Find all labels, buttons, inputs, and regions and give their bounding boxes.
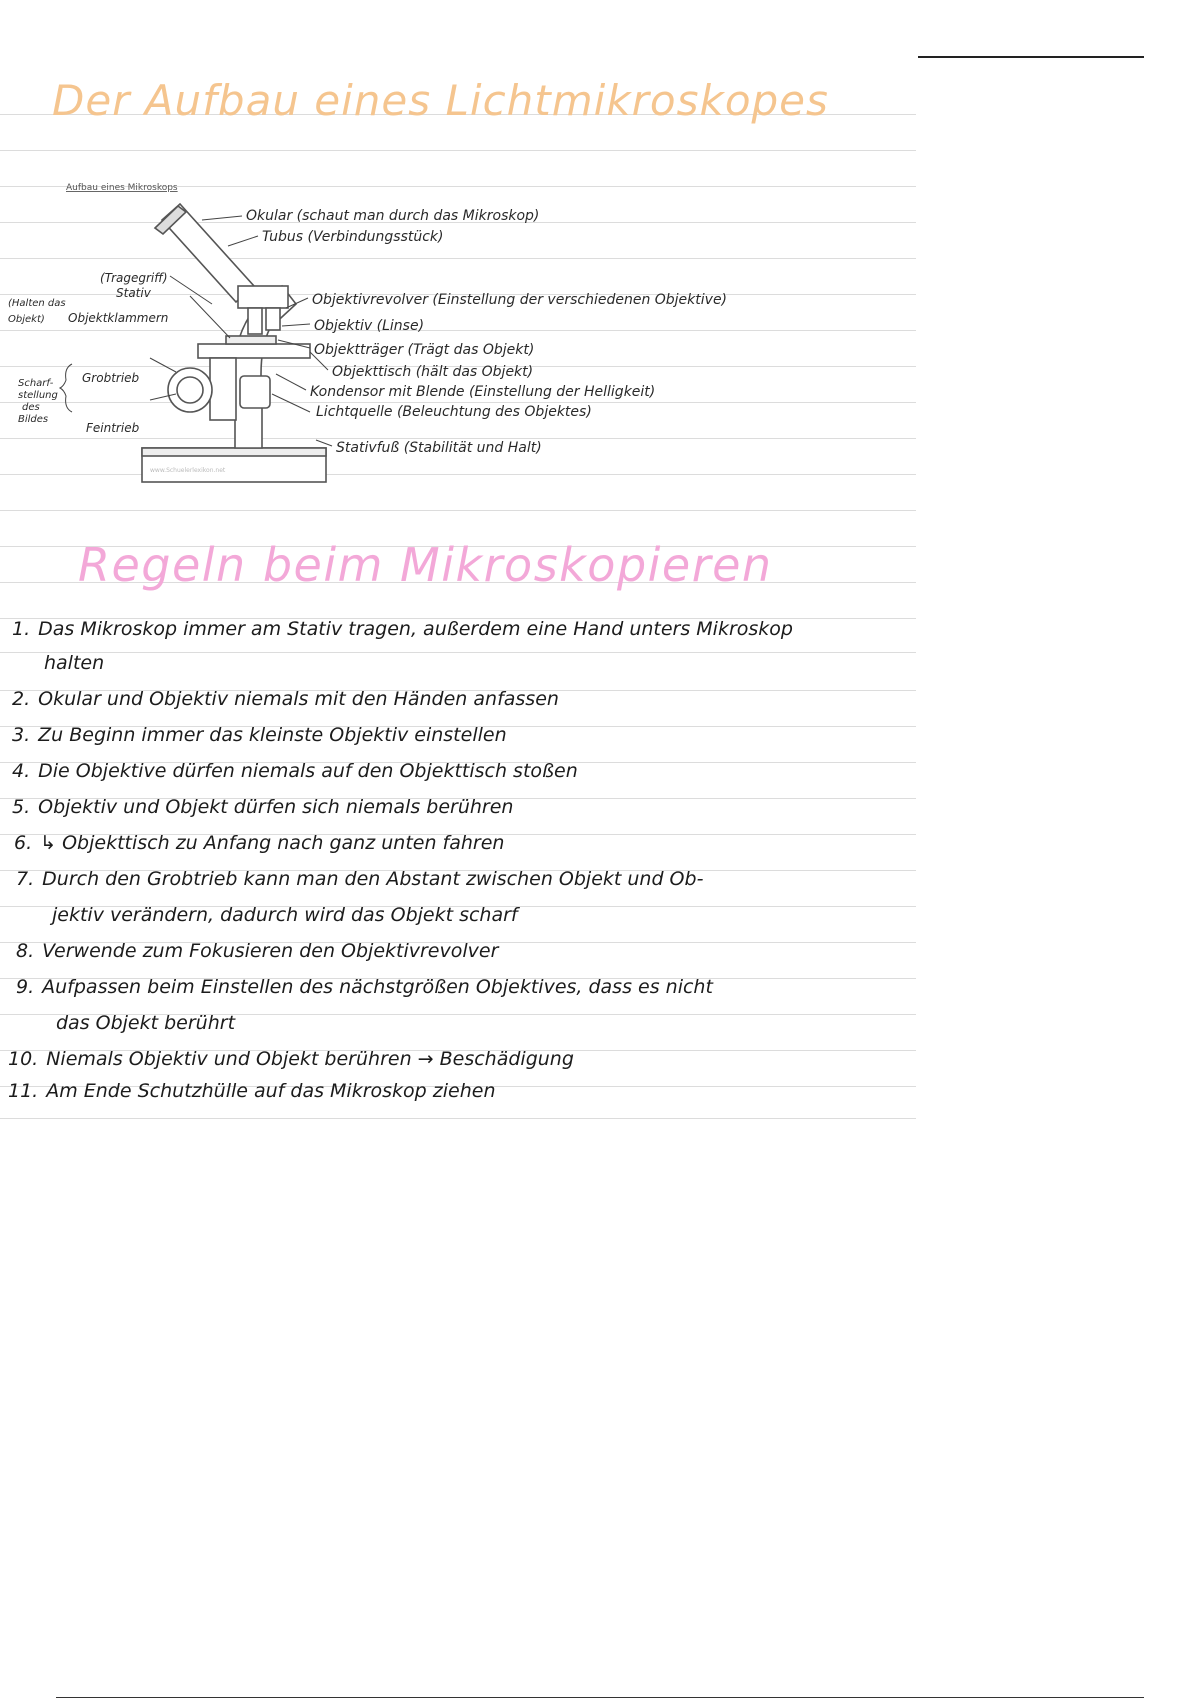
label-tragegriff: (Tragegriff) bbox=[100, 271, 168, 285]
rule-item bbox=[16, 976, 713, 998]
label-stativfuss: Stativfuß (Stabilität und Halt) bbox=[336, 440, 542, 456]
rule-number: 5. bbox=[12, 796, 31, 818]
label-lichtquelle: Lichtquelle (Beleuchtung des Objektes) bbox=[316, 404, 592, 420]
rule-item bbox=[12, 724, 507, 746]
rule-number: 10. bbox=[8, 1048, 39, 1070]
rule-number: 4. bbox=[12, 760, 31, 782]
rule-text: Niemals Objektiv und Objekt berühren → Beschädigung bbox=[46, 1048, 574, 1070]
rule-text: Verwende zum Fokusieren den Objektivrevolver bbox=[42, 940, 499, 962]
rules-title: Regeln beim Mikroskopieren bbox=[78, 538, 773, 592]
bottom-line bbox=[56, 1697, 1144, 1698]
label-stativ: Stativ bbox=[116, 286, 151, 300]
rule-number: 3. bbox=[12, 724, 31, 746]
rule-number: 11. bbox=[8, 1080, 39, 1102]
rule-item bbox=[8, 1080, 496, 1102]
rule-item bbox=[12, 796, 513, 818]
label-scharf-3: des bbox=[22, 402, 40, 413]
rule-text: ↳ Objekttisch zu Anfang nach ganz unten fahren bbox=[40, 832, 505, 854]
rule-text: Objektiv und Objekt dürfen sich niemals berühren bbox=[38, 796, 514, 818]
rule-item bbox=[16, 940, 498, 962]
rule-text: Zu Beginn immer das kleinste Objektiv einstellen bbox=[38, 724, 507, 746]
label-halten-2: Objekt) bbox=[8, 314, 45, 325]
diagram-watermark: www.Schuelerlexikon.net bbox=[150, 467, 226, 474]
rule-number: 6. bbox=[14, 832, 33, 854]
rule-text: Die Objektive dürfen niemals auf den Objekttisch stoßen bbox=[38, 760, 578, 782]
rule-text: Okular und Objektiv niemals mit den Händen anfassen bbox=[38, 688, 559, 710]
rule-item bbox=[14, 832, 504, 854]
label-grobtrieb: Grobtrieb bbox=[82, 371, 140, 385]
diagram-caption: Aufbau eines Mikroskops bbox=[66, 183, 178, 193]
rule-text: Aufpassen beim Einstellen des nächstgrößen Objektives, dass es nicht bbox=[42, 976, 713, 998]
label-feintrieb: Feintrieb bbox=[86, 421, 140, 435]
label-tubus: Tubus (Verbindungsstück) bbox=[262, 229, 444, 245]
page-title: Der Aufbau eines Lichtmikroskopes bbox=[52, 76, 829, 125]
rule-text: Durch den Grobtrieb kann man den Abstant zwischen Objekt und Ob- bbox=[42, 868, 704, 890]
rule-item bbox=[16, 868, 703, 890]
label-objektivrevolver: Objektivrevolver (Einstellung der verschiedenen Objektive) bbox=[312, 292, 728, 308]
label-objektklammern: Objektklammern bbox=[68, 311, 169, 325]
rule-continuation: jektiv verändern, dadurch wird das Objekt scharf bbox=[52, 904, 518, 926]
rule-item bbox=[12, 688, 559, 710]
rule-text: Das Mikroskop immer am Stativ tragen, außerdem eine Hand unters Mikroskop bbox=[38, 618, 793, 640]
rule-text: Am Ende Schutzhülle auf das Mikroskop ziehen bbox=[46, 1080, 496, 1102]
rule-item bbox=[12, 760, 578, 782]
rule-continuation: das Objekt berührt bbox=[56, 1012, 236, 1034]
rule-continuation: halten bbox=[44, 652, 105, 674]
rule-number: 1. bbox=[12, 618, 31, 640]
label-scharf-4: Bildes bbox=[18, 414, 49, 425]
label-halten-1: (Halten das bbox=[8, 298, 66, 309]
rule-item bbox=[8, 1048, 574, 1070]
rule-number: 9. bbox=[16, 976, 35, 998]
rule-number: 7. bbox=[16, 868, 35, 890]
rule-number: 2. bbox=[12, 688, 31, 710]
label-scharf-2: stellung bbox=[18, 390, 58, 401]
rule-number: 8. bbox=[16, 940, 35, 962]
label-objektiv: Objektiv (Linse) bbox=[314, 318, 425, 334]
label-scharf-1: Scharf- bbox=[18, 378, 54, 389]
label-objekttisch: Objekttisch (hält das Objekt) bbox=[332, 364, 534, 380]
label-kondensor: Kondensor mit Blende (Einstellung der Helligkeit) bbox=[310, 384, 656, 400]
label-objekttraeger: Objektträger (Trägt das Objekt) bbox=[314, 342, 535, 358]
rule-item bbox=[12, 618, 793, 640]
label-okular: Okular (schaut man durch das Mikroskop) bbox=[246, 208, 540, 224]
